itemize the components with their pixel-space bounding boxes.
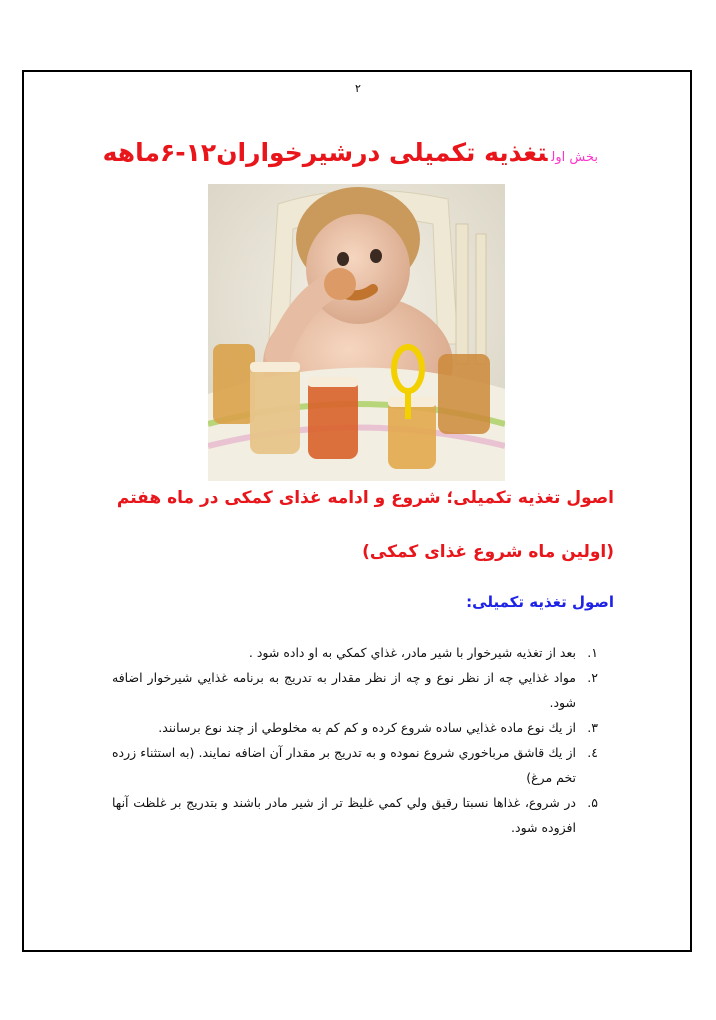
heading-first-month: (اولین ماه شروع غذای کمکی) — [362, 542, 614, 562]
baby-eating-baby-food-photo-icon — [208, 184, 505, 481]
heading-principles-seventh-month: اصول تغذیه تکمیلی؛ شروع و ادامه غذای کمکی در ماه هفتم — [116, 488, 614, 508]
heading-principles: اصول تغذیه تکمیلی: — [466, 593, 614, 611]
list-item: ٤. از يك قاشق مرباخوري شروع نموده و به تدريج بر مقدار آن اضافه نمايند. (به استثناء زرده تخم مرغ) — [112, 745, 598, 785]
list-item: ۵. در شروع، غذاها نسبتا رقيق ولي كمي غليظ تر از شير مادر باشند و بتدريج بر غلظت آنها افزوده شود. — [112, 795, 598, 835]
list-item: ۱. بعد از تغذيه شيرخوار با شير مادر، غذاي كمكي به او داده شود . — [248, 645, 598, 660]
section-label: بخش اول — [551, 150, 598, 165]
principles-list — [112, 640, 598, 840]
baby-eating-photo — [208, 184, 505, 481]
page-number: ۲ — [355, 82, 361, 95]
list-item: ۲. مواد غذايي چه از نظر نوع و چه از نظر مقدار به تدريج به برنامه غذايي شيرخوار اضافه شود. — [112, 670, 598, 710]
list-item: ۳. از يك نوع ماده غذايي ساده شروع كرده و كم كم به مخلوطي از چند نوع برسانند. — [158, 720, 598, 735]
section-title: تغذیه تکمیلی درشیرخواران۱۲-۶ماهه — [102, 138, 548, 167]
page-title — [103, 138, 598, 167]
